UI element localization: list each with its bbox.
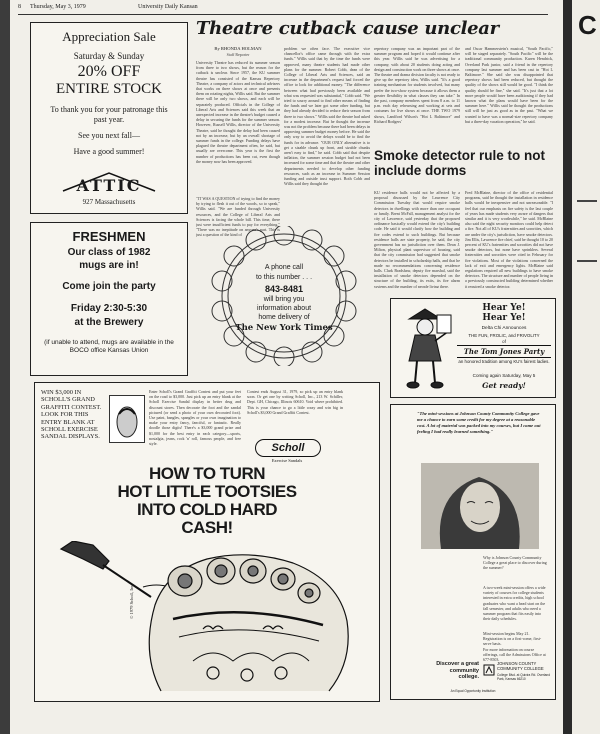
tom-jones-ad [390,298,556,398]
theatre-col-2: problem we often face. The executive vice chancellor's office came through with the extra funds." Willis said that by the time the funds were approved, many theatre students had made other plans for the summer. Robert Cobb, dean of the College of Liberal Arts and Sciences, said an increase in the department's request had forced the office to look for additional money. "The difference between what had previously been available and what was requested was substantial," Cobb said. "We tried to scurry around to find other means of finding the funds and we later got some other funding, but they had already decided to reduce their season from three to two shows." Willis said the theatre had asked for a modest increase. But he thought the increase was not the problem because there had been delays in approving summer budget money before. He said the only way to avoid the delays would be to find the funds for in advance. "OUR ONLY alternative is to get a sizable chunk up front, and sizable chunks aren't easy to find," he said. Cobb said that despite inflation, the summer session budget had not been increased for some time and that the theatre and other departments needed to develop other funding resources, such as an increase in Summer Session funding and outside trust support. Both Cobb and Willis said they thought the [284,46,370,187]
tom-party-name: The Tom Jones Party [457,345,551,358]
decorated-foot-illustration [43,541,371,697]
scholl-col-2: Contest ends August 31, 1979, so pick up an entry blank soon. Or get one by writing Scholl, Inc., 213 W. Schiller, Dept. GH, Chicago, Illinois 60610. Void where prohibited. This is your chance to go a little crazy and win big in Scholl's $3,000 Grand Graffiti Contest. [247,389,343,415]
attic-address: 927 Massachusetts [82,198,136,206]
nyt-line1: A phone call [264,264,304,271]
page-header [18,2,548,15]
freshmen-line2: mugs are in! [79,260,139,271]
smoke-col-2: Fred McBlaine, director of the office of residential programs, said he thought the installation in residence halls would be inexpensive and not unreasonable. "I feel that our emphasis on fire safety is the last couple of years has made students very aware of dangers that similar and it is very worthwhile," he said. McBlaine also said the night security monitors could help detect a fire. Not all of KU's fraternities and sororities, which are under the city's jurisdiction, have smoke detectors. Jim Ellis, Lawrence fire chief, said he thought 10 to 20 percent of KU's fraternities and sororities did not have smoke detectors, but none have sprinklers. Several fraternities and sororities were cited in February for fire violations. Most of the violations concerned the lack of exit and emergency lights. McBlaine said regulations required all new buildings to have smoke detectors. The structure and number of people living in a previously constructed building determined whether it required a smoke detector. [465,190,553,288]
freshmen-place: at the Brewery [74,317,144,328]
attic-logo-text: ATTIC [76,176,142,195]
jccc-college-name: JOHNSON COUNTY COMMUNITY COLLEGE [497,661,544,671]
freshmen-title: FRESHMEN [72,229,146,244]
theatre-col-1: University Theatre has reduced its summer season from three to two shows, but the reason for the cutback is unclear. Since 1957, the KU summer theatre has consisted of the Kansas Repertory Theatre, a company of actors and technical advisers that works on three shows at once and presents them on rotating nights, Willis said. But the summer there will be only two shows, and each will be separately produced. Officials in the College of Liberal Arts and Sciences said this week that an unexpected increase in the theatre's budget caused a delay in securing the funds for the summer season. However, Russell Willis, director of the University Theatre, said he thought the delay had been caused not by an increase, but by an overall shortage of summer funds in the college. Funding delays have plagued the theatre department often, he said, but usually are overcome. This year is the first the number of productions has been cut, even though the money now has been approved. [196,60,280,164]
freshmen-note: (if unable to attend, mugs are available in the BOCO office Kansas Union [44,339,174,354]
freshmen-line1: Our class of 1982 [67,247,151,258]
page-number: 8 [18,4,21,10]
scholl-contest-text: WIN $3,000 IN SCHOLL'S GRAND GRAFFITI CONTEST. LOOK FOR THIS ENTRY BLANK AT SCHOLL EXERCISE SANDAL DISPLAYS. [41,389,102,441]
jccc-equal-opportunity: An Equal Opportunity Institution [450,689,496,693]
scholl-contest-text-block [41,389,107,457]
jccc-body-2: Mini-session begins May 21. Registration is on a first-come, first-serve basis. [483,631,542,647]
scholl-col-1: Enter Scholl's Grand Graffiti Contest and put your feet on the road to $3,000. Just pick up an entry blank at the Scholl Exercise Sandal display in better drug and discount stores. Then decorate the foot and the sandal pictured (or send a photo of your own decorated foot). Use paint, bangles, spangles or your own imagination to make your entry fancy, fanciful, or fantastic. Really doodle those digits! There's a $3,000 grand prize and $1,000 for the best entry in each category—sports, nostalgia, jeans, rock 'n' roll, famous people, and free style. [149,389,241,447]
foot-icon [43,541,371,697]
scholl-entry-blank-image [109,395,145,443]
next-page-edge [563,0,600,734]
freshmen-line3: Come join the party [62,281,156,292]
tom-subtitle: THE FUN, FROLIC, and FRIVOLITY [468,333,540,338]
attic-entire-stock: ENTIRE STOCK [56,81,162,97]
scholl-copyright: © 1979 Scholl, Inc. [129,583,134,619]
student-portrait-icon [421,463,539,549]
theatre-byline-role: Staff Reporter [226,52,250,57]
scholl-logo: Scholl [255,439,321,457]
nyt-line3: will bring you [263,296,305,303]
smoke-col-1: KU residence halls would not be affected by a proposal discussed by the Lawrence City Commission Tuesday that would require smoke detectors in dwellings with more than one occupant or family. Brent McFall, management analyst for the city of Lawrence, said yesterday that the proposed ordinance basically would extend the city's building code. He said it would clarify how the building and fire codes extend to such buildings. But because residence halls are state property, he said, the city government has no jurisdiction over them. Dean J. Milton, physical plant supervisor of housing, said that the city commission had suggested that smoke detectors be installed in scholarship halls, and that he made no recommendations concerning residence halls. Clark Bradshaw, deputy fire marshal, said the installation of smoke detectors depended on the structure of the building, its exits, its fire alarm systems and the number of people living there. [374,190,460,288]
nyt-line5: home delivery of [258,314,310,321]
tom-hear-1: Hear Ye! [482,303,526,313]
attic-fall: See you next fall— [78,131,140,140]
scholl-headline-1: HOW TO TURN [148,464,265,483]
scholl-headline-2: HOT LITTLE TOOTSIES [117,482,297,501]
theatre-col-1b: "IT WAS A QUESTION of trying to find the money by trying to flesh it out of the woods, so to speak," Willis said. "We are funded through University resources, and the College of Liberal Arts and Sciences is facing the whole bill. This time, there just were insufficient funds to pay for everything." "There was no ineptitude on anyone's part. This is just a question of the kind of [196,196,280,238]
attic-logo [59,171,159,193]
scholl-headline-3: INTO COLD HARD [136,500,277,519]
town-crier-illustration [397,305,453,391]
attic-summer: Have a good summer! [73,147,145,156]
jccc-discover: Discover a great community college. [436,661,479,680]
tom-hear-ye [457,303,551,323]
attic-title: Appreciation Sale [62,29,156,44]
jccc-logo-icon [483,663,495,675]
theatre-col-4: and Oscar Hammerstein's musical, "South Pacific," will be staged separately. "South Pacific" will be the traditional community production. Karen Hendrick, Overland Park junior, said a friend in the repertory company last summer and has been cast in "Hot L Baltimore." She said she was disappointed that repertory shows had been reduced, but thought the quality of the shows still would be good. "I think the quality should be fine," she said. "It's just that a lot more people would have been auditioning if they had known what the plans would have been for the summer here." Willis said he thought the productions still will be just as good as in the past. "What we wanted to have was a normal-size repertory company but a three-day vacation operation," he said. [465,46,553,124]
theatre-col-3: repertory company was an important part of the summer program and hoped it would continue after this year. Willis said he was advertising for a company, with about 20 students doing acting and design and construction work on three shows at once. The theatre and drama division faculty is not ready to give up the repertory idea, Willis said. "It's a good training mechanism for students involved, but many prefer the two-show system because it allows them a greater flexibility in what classes they can take." In the past, company members spent from 8 a.m. to 11 p.m. each day rehearsing and working at sets and costumes for live shows at once. THE TWO 1979 shows, Landford Wilson's "Hot L Baltimore" and Richard Rodgers' [374,46,460,124]
sandal-icon [110,396,144,442]
freshmen-ad [30,222,188,376]
nyt-ad [206,226,362,366]
jccc-student-photo [421,463,539,549]
tom-get-ready: Get ready! [482,381,526,390]
nyt-line4: information about [256,305,312,312]
attic-ad [30,22,188,214]
attic-discount: 20% OFF [77,63,141,80]
tom-presenter: Delta Chi Announces [481,326,527,331]
nyt-line2: to this number . . . [255,274,313,281]
newspaper-page [10,0,563,734]
freshmen-time: Friday 2:30-5:30 [70,303,148,314]
scholl-headline-4: CASH! [181,518,233,537]
page-date: Thursday, May 3, 1979 [30,4,86,10]
jccc-caption: Why is Johnson County Community College a great place to discover during the summer? [483,555,547,571]
jccc-body-3: For more information on course offerings, call the Admissions Office at 677-8503. [483,647,546,663]
scholl-headline [75,465,339,537]
attic-thanks: To thank you for your patronage this past year. [50,105,168,124]
tom-hear-2: Hear Ye! [482,313,526,323]
scholl-ad [34,382,380,702]
jccc-quote: "The mini-sessions at Johnson County Community College gave me a chance to earn some credit for my degree at a reasonable cost. A lot of material was packed into my courses, but I came out feeling I had really learned something." [417,411,541,434]
nyt-logo: The New York Times [235,323,333,333]
smoke-headline: Smoke detector rule to not include dorms [374,148,546,178]
nyt-phone: 843-8481 [264,284,304,294]
town-crier-icon [397,305,453,391]
tom-of: of [502,339,506,344]
next-page-letter: C [578,10,597,40]
theatre-headline: Theatre cutback cause unclear [196,18,499,39]
jccc-ad [390,404,556,700]
tom-tradition: an honored tradition among KU's fairest ladies. [458,359,550,364]
scholl-logo-sub: Exercise Sandals [271,458,303,463]
attic-days: Saturday & Sunday [73,51,145,61]
theatre-byline: By RHONDA HOLMAN [214,46,262,51]
tom-coming: Coming again Saturday, May 5 [472,373,536,378]
paper-name: University Daily Kansan [138,4,198,10]
jccc-body-1: A two-week mini-session offers a wide variety of courses for college students interested in extra credits, high school graduates who want a head start on the fall semester, and adults who need a summer program that fits easily into their daily schedules. [483,585,546,622]
jccc-college-address: College Blvd. at Quivira Rd. Overland Park, Kansas 66210 [497,673,550,681]
